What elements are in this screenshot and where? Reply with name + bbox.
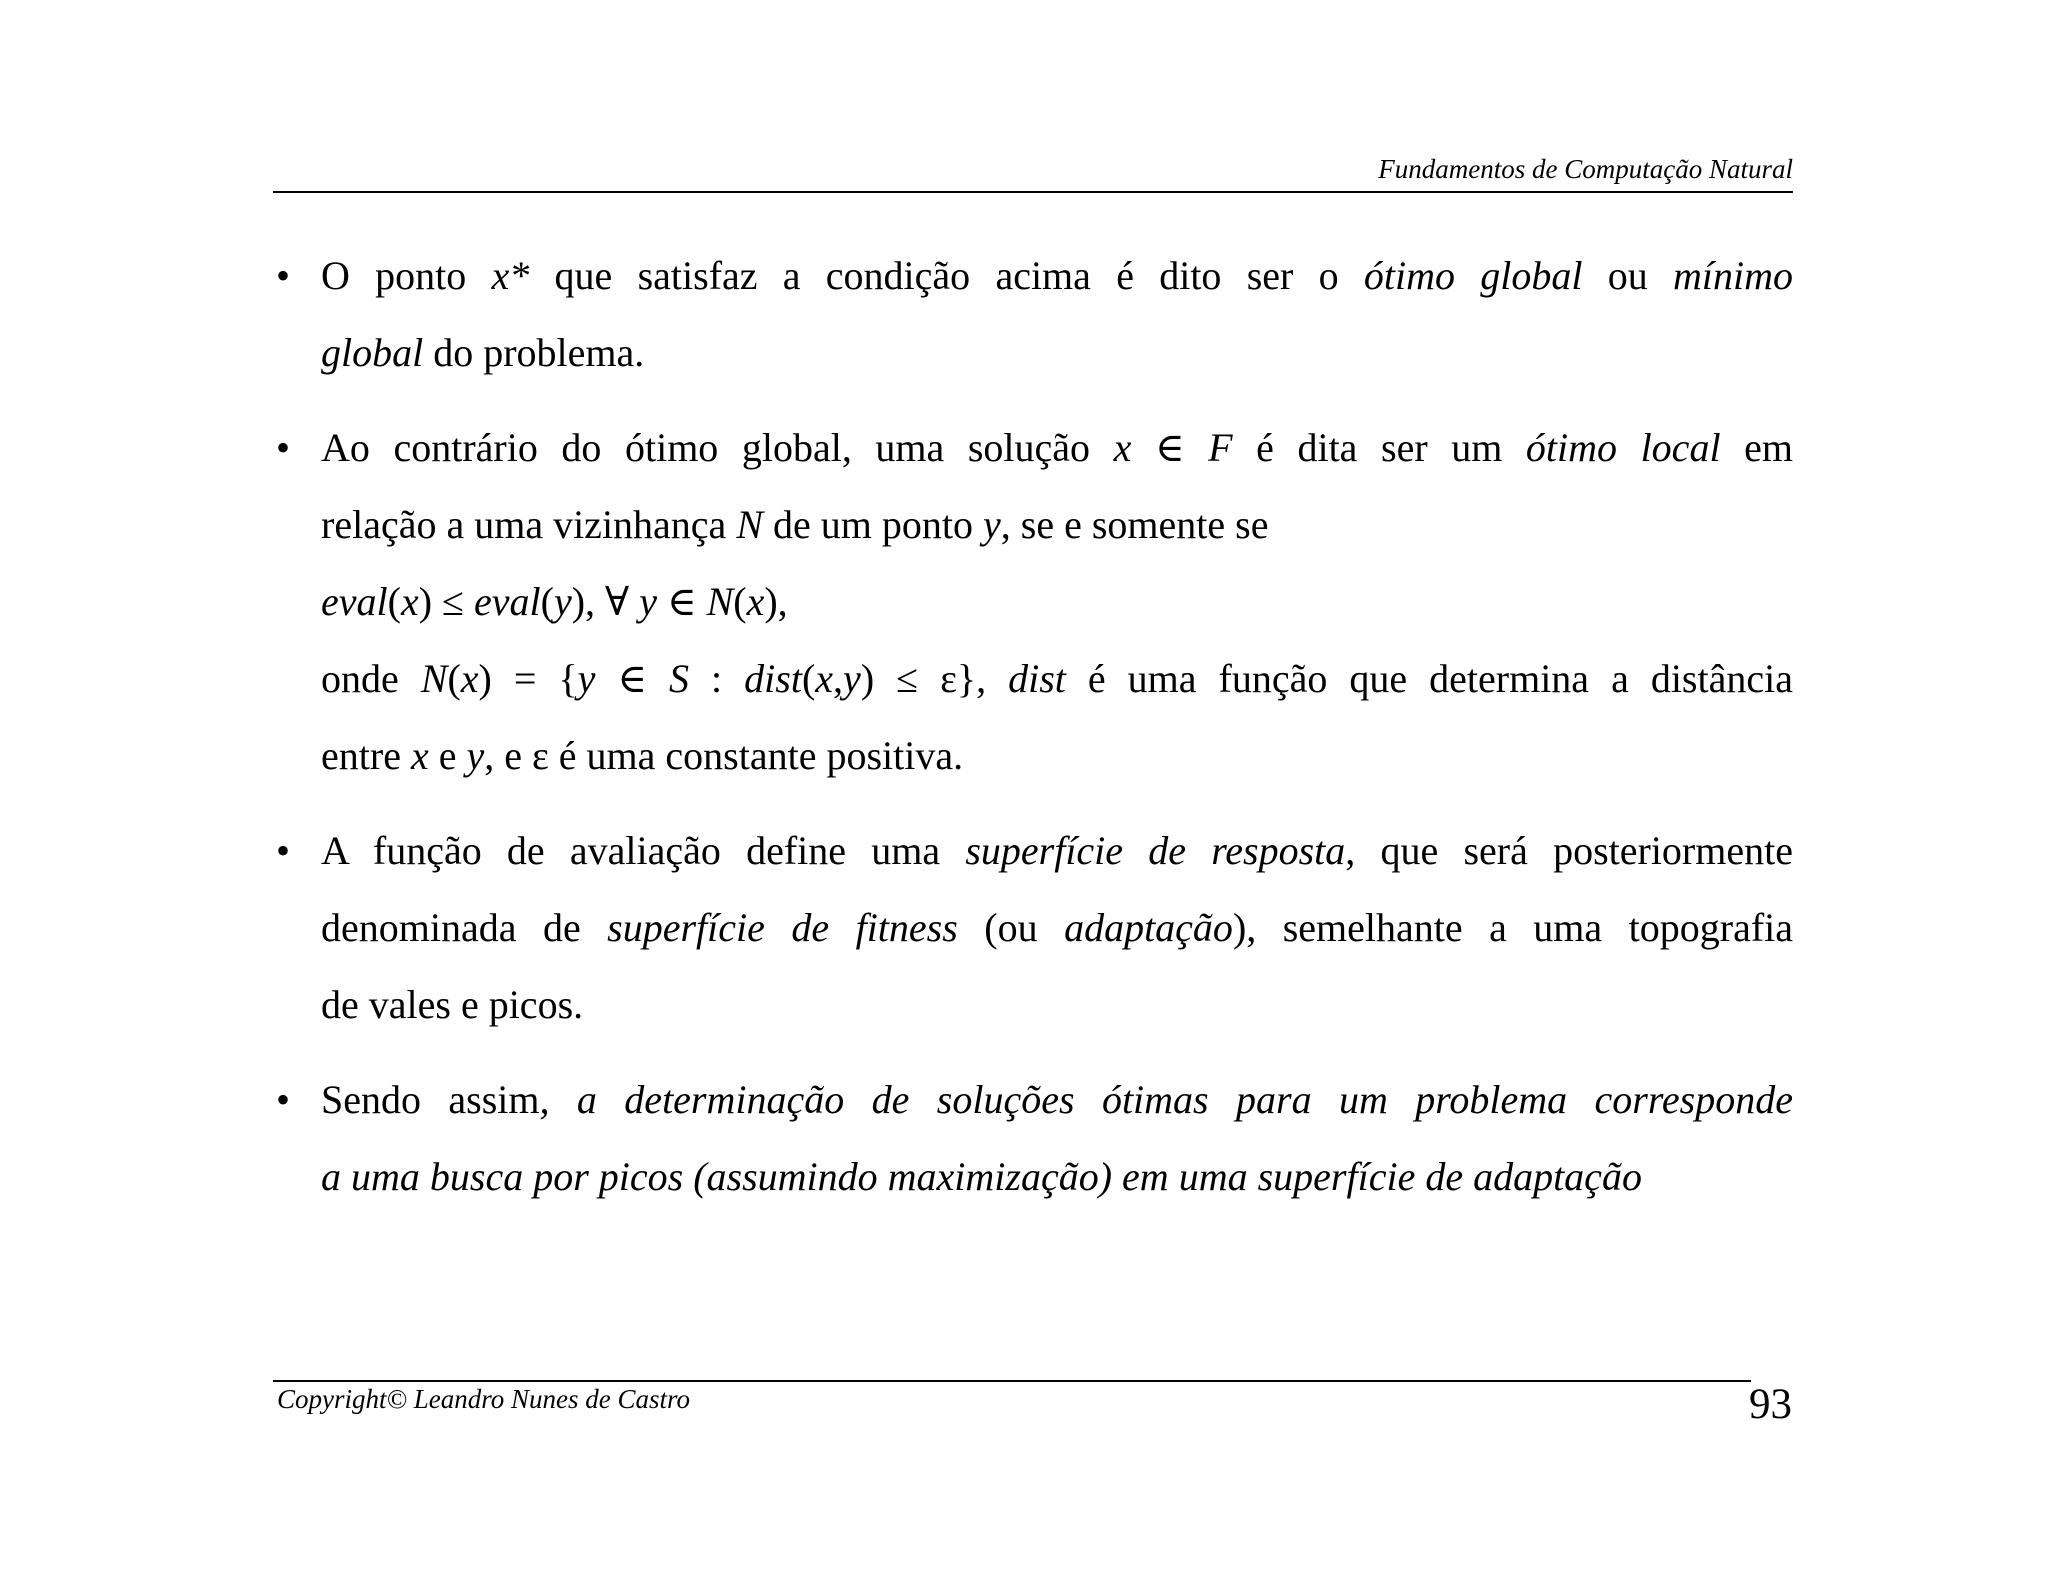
text-run: O ponto (321, 253, 492, 298)
italic-text: y (466, 733, 485, 778)
text-run: ), ∀ (571, 579, 640, 624)
text-run: ∈ (656, 579, 707, 624)
page-number: 93 (1749, 1381, 1792, 1428)
text-run: de vales e picos. (321, 982, 584, 1027)
header-rule (273, 191, 1793, 193)
italic-text: y (639, 579, 657, 624)
text-run: é uma função que determina a distância (1065, 656, 1793, 701)
text-run: ), (764, 579, 788, 624)
neighborhood-definition (321, 640, 1793, 717)
text-run: é dita ser um (1232, 425, 1526, 470)
text-run: , que será posteriormente (1345, 828, 1793, 873)
bullet-line (321, 812, 1793, 889)
local-optimum-formula (321, 563, 1793, 640)
running-header-title: Fundamentos de Computação Natural (1378, 154, 1793, 184)
text-run: ), semelhante a uma topografia (1232, 905, 1794, 950)
italic-text: N (420, 656, 448, 701)
italic-text: superfície de fitness (607, 905, 958, 950)
italic-text: eval (474, 579, 541, 624)
bullet-line (321, 237, 1793, 314)
italic-text: x (746, 579, 765, 624)
bullet-icon: • (276, 1077, 291, 1122)
text-run: ) ≤ (418, 579, 474, 624)
bullet-item-response-surface (273, 812, 1793, 1043)
italic-text: , a determinação de soluções ótimas para um problema corresponde (539, 1077, 1793, 1122)
italic-text: x (815, 656, 834, 701)
italic-text: x (410, 733, 429, 778)
italic-text: y (553, 579, 572, 624)
bullet-line (321, 409, 1793, 486)
italic-text: global (321, 330, 424, 375)
text-run: ∈ (1131, 425, 1209, 470)
italic-text: x (1113, 425, 1132, 470)
bullet-icon: • (276, 425, 291, 470)
text-run: entre (321, 733, 411, 778)
bullet-icon: • (276, 253, 291, 298)
bullet-icon: • (276, 828, 291, 873)
italic-text: superfície de resposta (965, 828, 1346, 873)
bullet-item-peak-search (273, 1061, 1793, 1215)
bullet-line (321, 1138, 1793, 1215)
italic-text: mínimo (1673, 253, 1794, 298)
text-run: ( (733, 579, 747, 624)
italic-text: x* (491, 253, 530, 298)
text-run: em (1720, 425, 1793, 470)
text-run: ( (447, 656, 461, 701)
slide-content (273, 237, 1793, 1233)
text-run: , se e somente se (1000, 502, 1269, 547)
text-run: e (428, 733, 467, 778)
text-run: ( (540, 579, 554, 624)
italic-text: y (577, 656, 596, 701)
text-run: ) ≤ ε}, (860, 656, 1009, 701)
text-run: A função de avaliação define uma (321, 828, 966, 873)
italic-text: F (1208, 425, 1233, 470)
italic-text: x (400, 579, 419, 624)
text-run: ( (801, 656, 816, 701)
bullet-item-global-optimum (273, 237, 1793, 391)
text-run: que satisfaz a condição acima é dito ser o (529, 253, 1364, 298)
italic-text: y (982, 502, 1001, 547)
footer-rule (273, 1380, 1751, 1382)
text-run: relação a uma vizinhança (321, 502, 737, 547)
text-run: : (689, 656, 745, 701)
text-run: , (833, 656, 844, 701)
text-run: (ou (957, 905, 1065, 950)
footer-copyright: Copyright© Leandro Nunes de Castro (277, 1384, 691, 1414)
text-run: ∈ (595, 656, 670, 701)
text-run: Ao contrário do ótimo global, uma solução (321, 425, 1114, 470)
text-run: ) = { (478, 656, 578, 701)
italic-text: dist (1008, 656, 1066, 701)
bullet-item-local-optimum (273, 409, 1793, 794)
italic-text: ótimo global (1363, 253, 1583, 298)
text-run: ( (387, 579, 401, 624)
text-run: Sendo assim (321, 1077, 540, 1122)
italic-text: a uma busca por picos (assumindo maximização) em uma superfície de adaptação (321, 1154, 1642, 1199)
italic-text: dist (744, 656, 802, 701)
text-run: de um ponto (763, 502, 983, 547)
italic-text: ótimo local (1525, 425, 1721, 470)
bullet-line (321, 966, 1793, 1043)
bullet-line (321, 717, 1793, 794)
text-run: onde (321, 656, 421, 701)
italic-text: adaptação (1064, 905, 1233, 950)
italic-text: S (669, 656, 690, 701)
bullet-line (321, 314, 1793, 391)
italic-text: N (706, 579, 734, 624)
bullet-line (321, 1061, 1793, 1138)
italic-text: x (460, 656, 479, 701)
text-run: do problema. (423, 330, 645, 375)
italic-text: eval (321, 579, 388, 624)
italic-text: y (843, 656, 861, 701)
bullet-line (321, 889, 1793, 966)
bullet-line (321, 486, 1793, 563)
text-run: , e ε é uma constante positiva. (484, 733, 964, 778)
text-run: denominada de (321, 905, 608, 950)
italic-text: N (736, 502, 763, 547)
text-run: ou (1582, 253, 1674, 298)
